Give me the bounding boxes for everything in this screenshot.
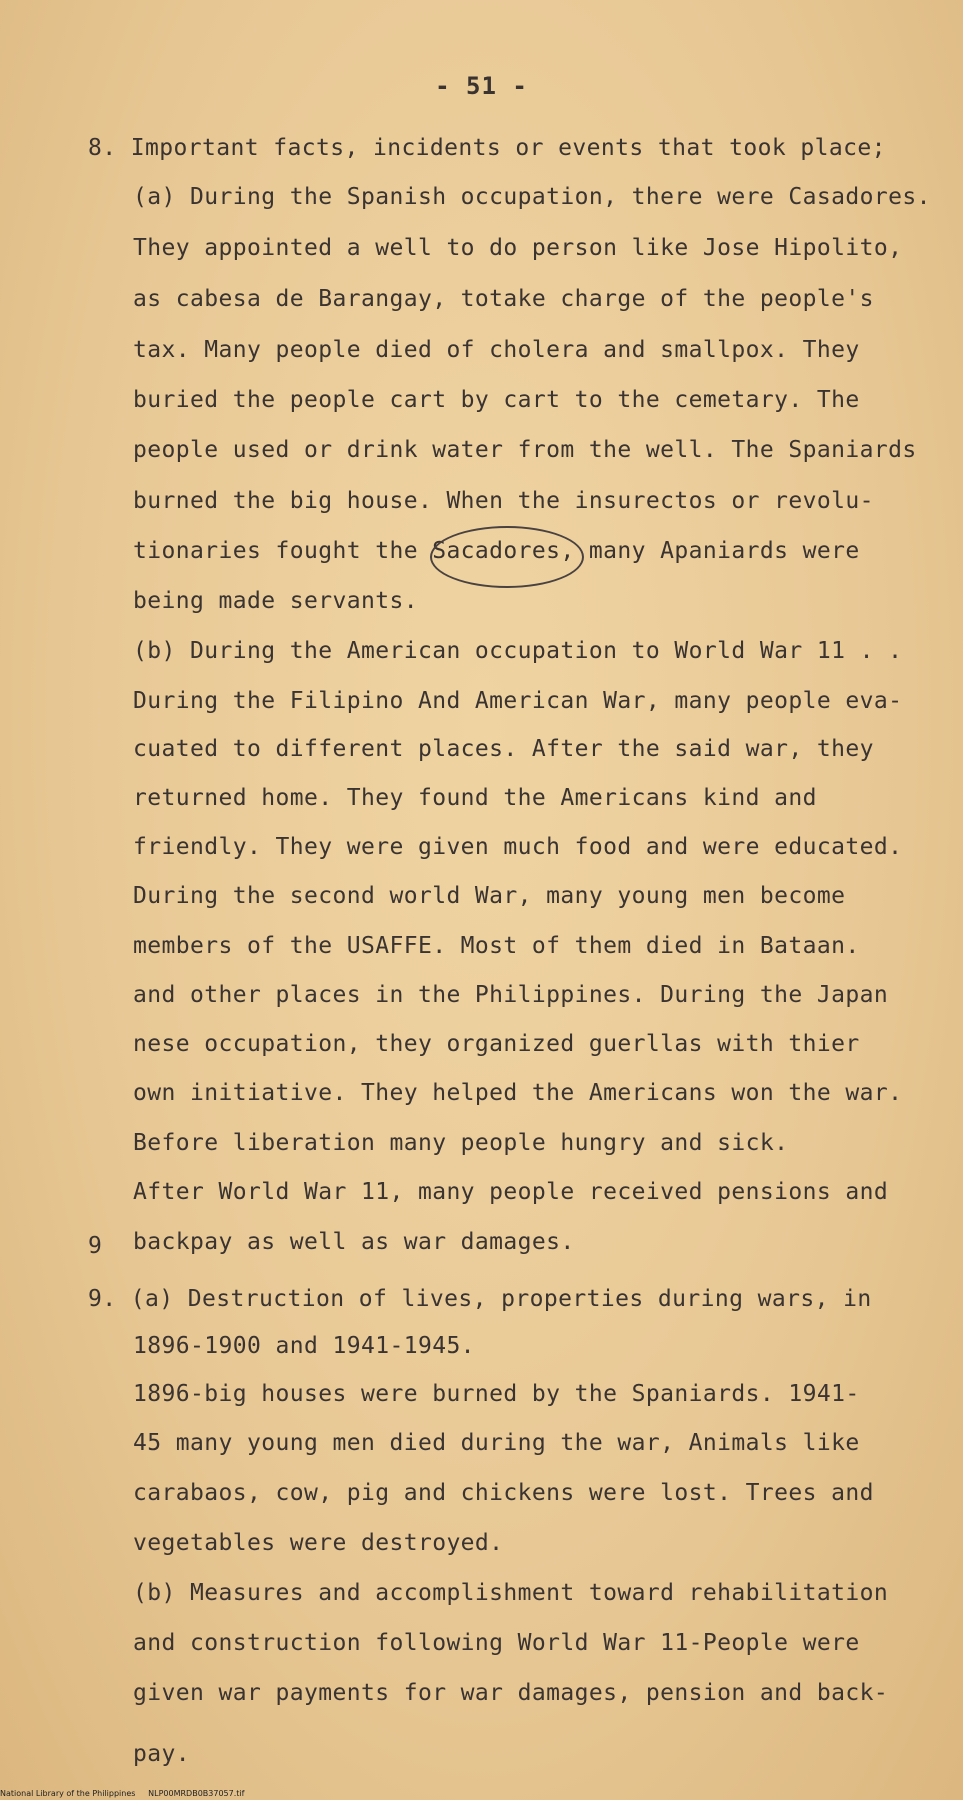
text-line: friendly. They were given much food and were educated. — [133, 834, 903, 860]
text-line: being made servants. — [133, 588, 418, 614]
text-line: 8. Important facts, incidents or events that took place; — [88, 135, 886, 161]
text-line: as cabesa de Barangay, totake charge of the people's — [133, 286, 874, 312]
text-line: (b) Measures and accomplishment toward rehabilitation — [133, 1580, 889, 1606]
text-line: During the second world War, many young men become — [133, 883, 846, 909]
text-line: During the Filipino And American War, many people eva- — [133, 688, 903, 714]
text-line: pay. — [133, 1741, 190, 1767]
text-line: buried the people cart by cart to the cemetary. The — [133, 387, 860, 413]
text-line: After World War 11, many people received pensions and — [133, 1179, 889, 1205]
margin-note: 9 — [88, 1233, 102, 1259]
text-line: cuated to different places. After the said war, they — [133, 736, 874, 762]
text-line: tax. Many people died of cholera and smallpox. They — [133, 337, 860, 363]
text-line: (b) During the American occupation to World War 11 . . — [133, 638, 903, 664]
text-line: 1896-big houses were burned by the Spaniards. 1941- — [133, 1381, 860, 1407]
handwritten-circle — [430, 526, 584, 588]
text-line: backpay as well as war damages. — [133, 1229, 575, 1255]
text-line: people used or drink water from the well. The Spaniards — [133, 437, 917, 463]
text-line: members of the USAFFE. Most of them died in Bataan. — [133, 933, 860, 959]
text-line: and construction following World War 11-People were — [133, 1630, 860, 1656]
text-line: nese occupation, they organized guerllas with thier — [133, 1031, 860, 1057]
text-line: given war payments for war damages, pension and back- — [133, 1680, 889, 1706]
text-line: They appointed a well to do person like Jose Hipolito, — [133, 235, 903, 261]
text-line: burned the big house. When the insurectos or revolu- — [133, 488, 874, 514]
text-line: tionaries fought the Sacadores, many Apaniards were — [133, 538, 860, 564]
text-line: (a) During the Spanish occupation, there were Casadores. — [133, 184, 931, 210]
text-line: carabaos, cow, pig and chickens were lost. Trees and — [133, 1480, 874, 1506]
text-line: returned home. They found the Americans kind and — [133, 785, 817, 811]
text-line: and other places in the Philippines. During the Japan — [133, 982, 889, 1008]
text-line: own initiative. They helped the Americans won the war. — [133, 1080, 903, 1106]
text-line: 9. (a) Destruction of lives, properties during wars, in — [88, 1286, 872, 1312]
page-number: - 51 - — [435, 72, 528, 100]
text-line: 1896-1900 and 1941-1945. — [133, 1333, 475, 1359]
text-line: Before liberation many people hungry and sick. — [133, 1130, 789, 1156]
text-line: vegetables were destroyed. — [133, 1530, 504, 1556]
footer-caption: National Library of the Philippines NLP00MRDB0B37057.tif — [0, 1789, 245, 1798]
text-line: 45 many young men died during the war, Animals like — [133, 1430, 860, 1456]
